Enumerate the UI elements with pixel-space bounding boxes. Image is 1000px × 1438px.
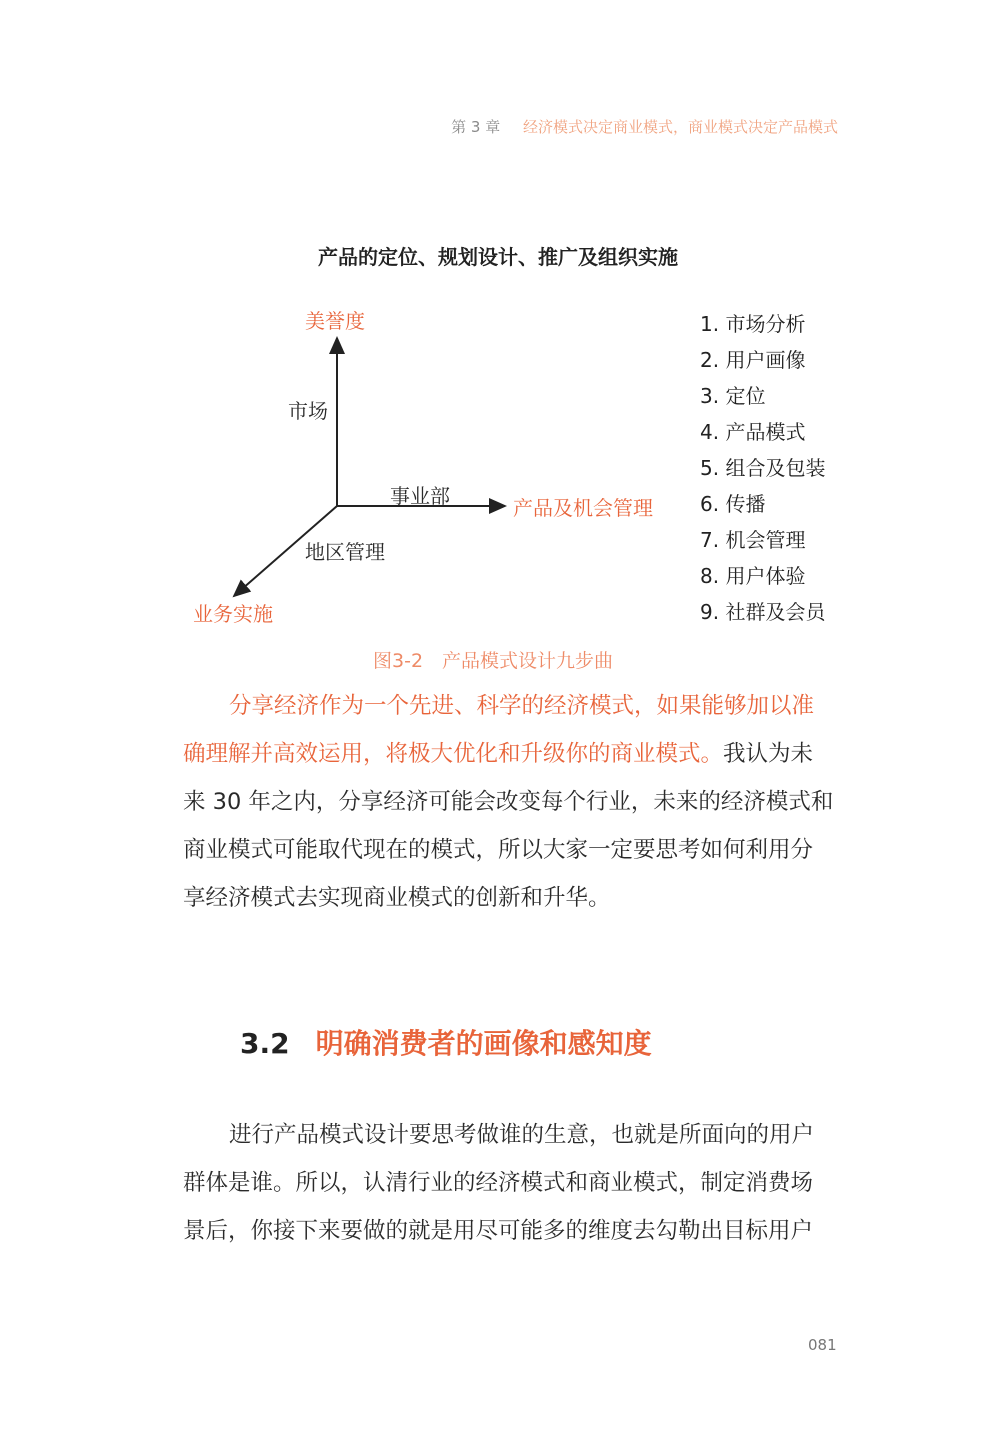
axis-right-end-label: 产品及机会管理 [513, 496, 653, 520]
text-line [183, 730, 843, 778]
section-heading [240, 1022, 652, 1062]
text: 我认为未 [723, 741, 814, 767]
text-line: 群体是谁。所以，认清行业的经济模式和商业模式，制定消费场 [183, 1170, 814, 1196]
axis-diagonal-end-label: 业务实施 [193, 602, 273, 626]
axis-up-end-label: 美誉度 [305, 309, 365, 333]
highlight-text: 确理解并高效运用，将极大优化和升级你的商业模式。 [183, 741, 724, 767]
axis-up-label: 市场 [288, 399, 328, 423]
step-item: 2. 用户画像 [700, 348, 806, 372]
steps-list [700, 306, 825, 630]
section-title: 明确消费者的画像和感知度 [315, 1027, 652, 1060]
step-item: 4. 产品模式 [700, 420, 806, 444]
diagram-title: 产品的定位、规划设计、推广及组织实施 [318, 245, 678, 269]
step-item: 8. 用户体验 [700, 564, 806, 588]
step-item: 1. 市场分析 [700, 312, 806, 336]
paragraph-1 [183, 682, 843, 922]
page-number: 081 [808, 1336, 837, 1354]
chapter-title: 经济模式决定商业模式，商业模式决定产品模式 [522, 118, 838, 136]
step-item: 9. 社群及会员 [700, 600, 826, 624]
text-line: 景后，你接下来要做的就是用尽可能多的维度去勾勒出目标用户 [183, 1218, 814, 1244]
text-line: 享经济模式去实现商业模式的创新和升华。 [183, 885, 611, 911]
step-item: 6. 传播 [700, 492, 766, 516]
chapter-label: 第 3 章 [451, 118, 501, 136]
axes-diagram [0, 0, 1000, 700]
text-line: 来 30 年之内，分享经济可能会改变每个行业，未来的经济模式和 [183, 789, 834, 815]
text-line: 分享经济作为一个先进、科学的经济模式，如果能够加以准 [229, 693, 815, 719]
paragraph-2 [183, 1111, 843, 1255]
figure-caption: 图3-2 产品模式设计九步曲 [373, 650, 614, 672]
axis-right-label: 事业部 [390, 484, 450, 508]
step-item: 3. 定位 [700, 384, 766, 408]
step-item: 7. 机会管理 [700, 528, 806, 552]
section-number: 3.2 [240, 1027, 290, 1060]
text-line: 商业模式可能取代现在的模式，所以大家一定要思考如何利用分 [183, 837, 814, 863]
step-item: 5. 组合及包装 [700, 456, 826, 480]
axis-diagonal-label: 地区管理 [305, 540, 385, 564]
text-line: 进行产品模式设计要思考做谁的生意，也就是所面向的用户 [229, 1122, 815, 1148]
